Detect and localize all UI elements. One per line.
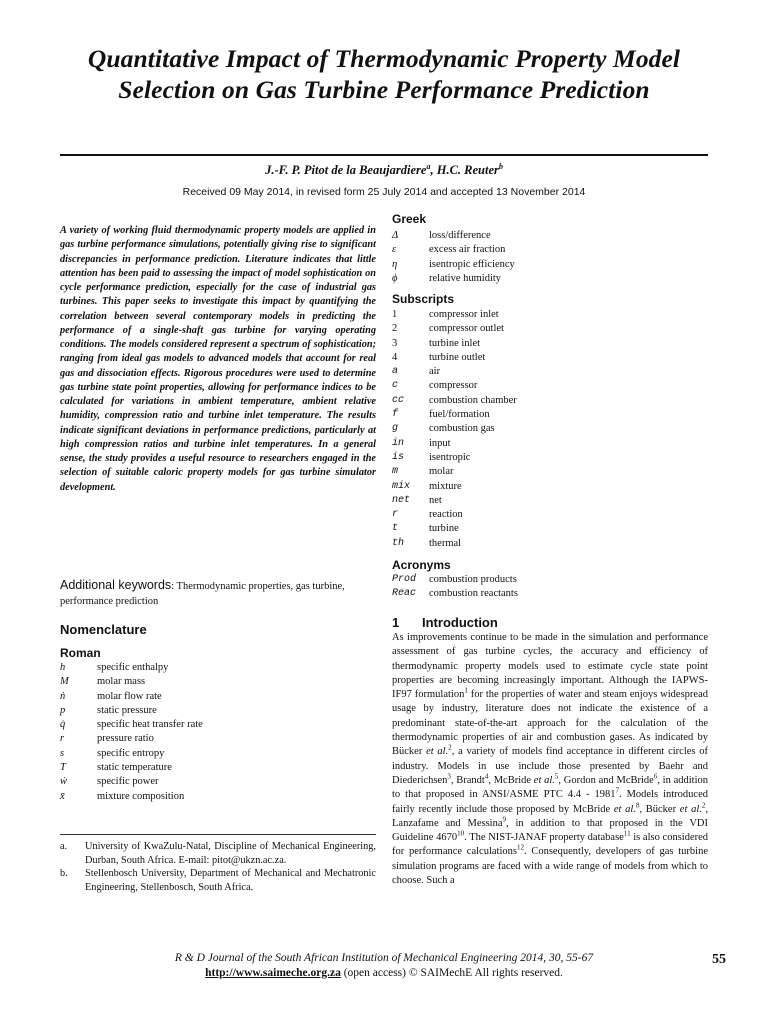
citation-ref: 1: [464, 686, 468, 695]
additional-keywords: [60, 578, 376, 609]
section-number: 1: [392, 615, 400, 630]
subscript-symbol: g: [392, 423, 399, 435]
subscript-item: [392, 508, 708, 522]
roman-heading: Roman: [60, 646, 101, 660]
citation-ref: 7: [615, 786, 619, 795]
roman-symbol: M: [60, 676, 69, 688]
journal-url-link[interactable]: http://www.saimeche.org.za: [205, 967, 341, 979]
roman-symbol: s: [60, 747, 65, 759]
roman-item: [60, 790, 360, 804]
roman-symbol: p: [60, 704, 66, 716]
citation-ref: 4: [484, 772, 489, 781]
subscript-list: [392, 308, 708, 551]
subscript-symbol: 3: [392, 337, 398, 349]
acronym-description: combustion reactants: [429, 588, 518, 600]
roman-symbol-list: [60, 661, 360, 804]
greek-item: [392, 258, 708, 272]
footnote-mark: a.: [60, 841, 68, 852]
page-number: 55: [712, 952, 726, 967]
roman-item: [60, 747, 360, 761]
received-dates: Received 09 May 2014, in revised form 25 July 2014 and accepted 13 November 2014: [182, 186, 586, 198]
roman-symbol: h: [60, 662, 66, 673]
acronym-description: combustion products: [429, 574, 517, 585]
subscript-symbol: f: [392, 409, 399, 421]
roman-item: [60, 661, 360, 675]
citation-ref: 9: [502, 815, 507, 824]
subscript-description: combustion gas: [429, 423, 495, 435]
roman-description: mixture composition: [97, 790, 185, 802]
greek-description: excess air fraction: [429, 244, 506, 256]
subscript-description: turbine inlet: [429, 337, 481, 349]
subscript-description: fuel/formation: [429, 409, 490, 421]
subscript-description: turbine outlet: [429, 351, 486, 363]
greek-heading: Greek: [392, 212, 427, 226]
subscript-symbol: in: [392, 437, 405, 449]
greek-description: relative humidity: [429, 272, 502, 284]
roman-item: [60, 732, 360, 746]
greek-symbol: η: [392, 258, 398, 270]
subscript-description: thermal: [429, 537, 462, 549]
page-footer: [60, 951, 708, 981]
citation-ref: 8: [635, 801, 640, 810]
citation-ref: 6: [653, 772, 658, 781]
rights-text: (open access) © SAIMechE All rights reserved.: [340, 967, 563, 979]
nomenclature-heading: Nomenclature: [60, 622, 147, 637]
subscript-item: [392, 408, 708, 422]
keywords-text: : Thermodynamic properties, gas turbine, performance prediction: [60, 581, 345, 607]
roman-description: molar flow rate: [97, 690, 162, 702]
greek-description: isentropic efficiency: [429, 258, 515, 270]
greek-symbol: Δ: [392, 230, 399, 241]
introduction-text: As improvements continue to be made in the simulation and performance assessment of gas turbine cycles, the accuracy and efficiency of thermodynamic property models used to estimate cycle state point properties are becoming increasingly important. Although the IAPWS-IF97 formulation$^1$ for the properties of water and steam enjoys widespread usage by industry, literature does not indicate the existence of a predominant state-of-the-art approach for the calculation of the thermodynamic properties of air and combustion gases. As indicated by Bücker et al.$^2$, a variety of models find acceptance in different circles of industry. Models in use include those presented by Baehr and Diederichsen$^3$, Brandt$^4$, McBride et al.$^5$, Gordon and McBride$^6$, in addition to that proposed in ANSI/ASME PTC 4.4 - 1981$^7$. Models introduced fairly recently include those proposed by McBride et al.$^8$, Bücker et al.$^2$, Lanzafame and Messina$^9$, in addition to that proposed in the VDI Guideline 4670$^{10}$. The NIST-JANAF property database$^{11}$ is also considered for performance calculations$^{12}$. Consequently, developers of gas turbine simulation programs are faced with a wide range of models from which to choose. Such a: [392, 632, 709, 887]
subscript-item: [392, 365, 708, 379]
subscript-item: [392, 451, 708, 465]
roman-item: [60, 675, 360, 689]
roman-item: [60, 761, 360, 775]
author-1: J.-F. P. Pitot de la Beaujardiere: [265, 163, 427, 178]
roman-symbol: r: [60, 733, 65, 745]
roman-description: molar mass: [97, 676, 146, 688]
affiliation-footnotes: [60, 840, 376, 894]
subscript-item: [392, 480, 708, 494]
greek-symbol: ϕ: [392, 272, 398, 284]
author-2-affiliation-mark: b: [498, 162, 503, 171]
subscript-symbol: 1: [392, 309, 398, 320]
citation-ref: 10: [457, 829, 465, 838]
subscript-item: [392, 522, 708, 536]
roman-symbol: T: [60, 762, 66, 774]
subscript-symbol: net: [392, 494, 411, 506]
subscript-item: [392, 308, 708, 322]
subscript-description: net: [429, 494, 442, 506]
roman-symbol: ṅ: [60, 690, 66, 702]
subscript-symbol: m: [392, 466, 399, 478]
roman-symbol: x̄: [60, 790, 65, 802]
subscript-description: molar: [429, 466, 454, 478]
roman-description: specific entropy: [97, 747, 165, 759]
introduction-heading: [392, 615, 498, 630]
citation-ref: 12: [516, 843, 524, 852]
author-2: , H.C. Reuter: [430, 163, 499, 178]
acronym-symbol: Reac: [392, 588, 417, 600]
subscript-symbol: is: [392, 451, 405, 463]
subscript-symbol: th: [392, 537, 405, 549]
roman-description: static temperature: [97, 762, 172, 774]
greek-symbol-list: [392, 229, 708, 286]
author-line: [60, 162, 708, 178]
roman-item: [60, 690, 360, 704]
subscript-description: turbine: [429, 523, 459, 535]
subscript-description: compressor inlet: [429, 309, 499, 320]
subscript-item: [392, 351, 708, 365]
subscript-description: mixture: [429, 480, 462, 492]
keywords-label: Additional keywords: [60, 578, 172, 592]
roman-item: [60, 775, 360, 789]
greek-item: [392, 229, 708, 243]
footnote-divider: [60, 834, 376, 835]
subscript-item: [392, 322, 708, 336]
greek-description: loss/difference: [429, 230, 491, 241]
subscript-symbol: c: [392, 380, 399, 392]
greek-item: [392, 272, 708, 286]
footnote-text: Stellenbosch University, Department of Mechanical and Mechatronic Engineering, Stellenbosch, South Africa.: [85, 868, 376, 893]
citation-ref: 11: [623, 829, 631, 838]
acronym-list: [392, 573, 708, 602]
footnote-mark: b.: [60, 868, 68, 879]
section-title: Introduction: [422, 615, 498, 630]
subscript-description: compressor outlet: [429, 323, 504, 335]
subscript-symbol: mix: [392, 480, 411, 492]
journal-citation: R & D Journal of the South African Institution of Mechanical Engineering 2014, 30, 55-67: [174, 952, 594, 964]
subscript-symbol: r: [392, 509, 399, 521]
acronym-symbol: Prod: [392, 574, 417, 585]
acronym-item: [392, 587, 708, 601]
subscript-item: [392, 437, 708, 451]
subscript-description: compressor: [429, 380, 478, 392]
roman-description: specific power: [97, 776, 159, 788]
citation-ref: 3: [447, 772, 451, 781]
roman-description: static pressure: [97, 704, 157, 716]
footnote-item: [60, 840, 376, 867]
roman-item: [60, 704, 360, 718]
subscript-item: [392, 494, 708, 508]
subscript-item: [392, 422, 708, 436]
footnote-text: University of KwaZulu-Natal, Discipline of Mechanical Engineering, Durban, South Africa. E-mail: pitot@ukzn.ac.za.: [85, 841, 376, 866]
acronym-item: [392, 573, 708, 587]
subscript-description: air: [429, 366, 441, 378]
subscript-description: input: [429, 437, 451, 449]
subscript-item: [392, 394, 708, 408]
footnote-item: [60, 867, 376, 894]
greek-symbol: ε: [392, 244, 397, 256]
paper-title: Quantitative Impact of Thermodynamic Property Model Selection on Gas Turbine Performance Prediction: [87, 44, 681, 104]
roman-symbol: ẇ: [60, 776, 68, 788]
roman-description: specific heat transfer rate: [97, 719, 203, 731]
subscript-symbol: cc: [392, 394, 405, 406]
citation-ref: 5: [554, 772, 559, 781]
subscript-symbol: a: [392, 366, 399, 378]
subscript-item: [392, 465, 708, 479]
roman-symbol: q̇: [60, 719, 66, 731]
abstract: A variety of working fluid thermodynamic property models are applied in gas turbine performance simulations, potentially giving rise to significant discrepancies in performance prediction. Literature indicates that little attention has been paid to assessing the impact of model sophistication on cycle performance prediction, especially for the case of industrial gas turbines. This paper seeks to investigate this impact by quantifying the correlation between several contemporary models in predicting the performance of a single-shaft gas turbine for varying operating conditions. The models considered represent a spectrum of sophistication; ranging from ideal gas models to advanced models that account for real gas and dissociation effects. Rigorous procedures were used to determine gas turbine state point properties, allowing for performance indices to be calculated for variations in ambient temperature, ambient relative humidity, compression ratio and turbine inlet temperature. The results indicate significant deviations in performance predictions, particularly at high compression ratios and turbine inlet temperatures. In a general sense, the study provides a useful resource to researchers engaged in the selection of suitable caloric property models for gas turbine simulator development.: [60, 225, 376, 493]
roman-description: specific enthalpy: [97, 662, 169, 673]
title-divider: [60, 154, 708, 156]
subscript-symbol: 4: [392, 351, 398, 363]
subscript-item: [392, 337, 708, 351]
author-1-affiliation-mark: a: [426, 162, 431, 171]
subscripts-heading: Subscripts: [392, 292, 455, 306]
roman-item: [60, 718, 360, 732]
subscript-symbol: t: [392, 523, 399, 535]
footer-rights-line: [60, 966, 708, 981]
citation-ref: 2: [448, 743, 452, 752]
subscript-item: [392, 379, 708, 393]
citation-ref: 2: [701, 801, 706, 810]
subscript-description: isentropic: [429, 451, 471, 463]
subscript-symbol: 2: [392, 323, 398, 335]
acronyms-heading: Acronyms: [392, 558, 451, 572]
subscript-description: reaction: [429, 509, 463, 521]
subscript-description: combustion chamber: [429, 394, 517, 406]
roman-description: pressure ratio: [97, 733, 154, 745]
subscript-item: [392, 537, 708, 551]
greek-item: [392, 243, 708, 257]
